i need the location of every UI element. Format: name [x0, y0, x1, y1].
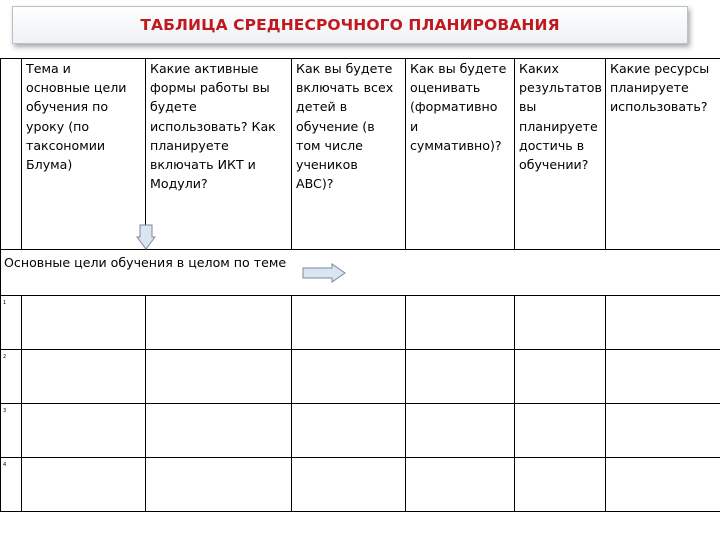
table-vline-header-0	[21, 58, 22, 249]
down-arrow-icon	[136, 224, 156, 250]
header-line: будете	[150, 99, 197, 115]
header-line: результатов	[519, 80, 602, 96]
header-cell-4	[410, 59, 506, 155]
right-arrow-icon	[302, 263, 346, 283]
row-number: 1	[3, 300, 7, 306]
goals-row-label: Основные цели обучения в целом по теме	[4, 255, 287, 270]
table-cell[interactable]	[406, 404, 514, 457]
header-line: Как вы будете	[410, 61, 507, 76]
table-cell[interactable]	[292, 350, 405, 403]
header-line: Модули?	[150, 176, 208, 192]
table-vline-header-2	[291, 58, 292, 249]
header-line: (формативно	[410, 99, 498, 115]
header-line: ABC)?	[296, 176, 334, 192]
header-line: Тема и	[26, 61, 71, 76]
header-line: включать ИКТ и	[150, 157, 256, 173]
header-cell-6	[610, 59, 709, 117]
table-cell[interactable]	[406, 296, 514, 349]
header-line: Какие активные	[150, 61, 259, 76]
header-cell-1	[26, 59, 126, 174]
table-cell[interactable]	[22, 296, 145, 349]
table-cell[interactable]	[22, 458, 145, 511]
table-cell[interactable]	[606, 296, 720, 349]
table-cell[interactable]	[515, 350, 605, 403]
header-line: Блума)	[26, 157, 73, 173]
table-cell[interactable]	[146, 350, 291, 403]
row-number: 3	[3, 408, 7, 414]
header-line: учеников	[296, 157, 358, 173]
table-vline-header-1	[145, 58, 146, 249]
table-cell[interactable]	[606, 404, 720, 457]
header-line: суммативно)?	[410, 137, 502, 153]
row-number: 4	[3, 462, 7, 468]
header-line: обучение (в	[296, 118, 375, 134]
header-line: включать всех	[296, 80, 394, 96]
header-line: таксономии	[26, 137, 106, 153]
header-line: оценивать	[410, 80, 481, 96]
table-cell[interactable]	[146, 404, 291, 457]
header-line: Как вы будете	[296, 61, 393, 76]
table-vline-header-3	[405, 58, 406, 249]
header-cell-2	[150, 59, 276, 193]
header-line: формы работы вы	[150, 80, 270, 96]
header-line: детей в	[296, 99, 348, 115]
header-line: Какие ресурсы	[610, 61, 710, 76]
title-banner	[12, 6, 688, 44]
table-cell[interactable]	[606, 350, 720, 403]
header-line: планируете	[519, 118, 598, 134]
table-cell[interactable]	[606, 458, 720, 511]
header-line: Каких	[519, 61, 559, 76]
header-line: вы	[519, 99, 537, 115]
table-hline-1	[0, 249, 720, 250]
table-cell[interactable]	[146, 458, 291, 511]
header-line: использовать? Как	[150, 118, 276, 134]
table-cell[interactable]	[515, 296, 605, 349]
table-cell[interactable]	[292, 458, 405, 511]
table-cell[interactable]	[406, 350, 514, 403]
table-cell[interactable]	[292, 296, 405, 349]
table-cell[interactable]	[406, 458, 514, 511]
table-vline-header-4	[514, 58, 515, 249]
header-line: основные цели	[26, 80, 127, 96]
header-cell-5	[519, 59, 602, 174]
table-cell[interactable]	[515, 458, 605, 511]
table-border-left	[0, 58, 1, 512]
header-line: достичь в	[519, 137, 585, 153]
table-cell[interactable]	[515, 404, 605, 457]
header-line: обучения по	[26, 99, 109, 115]
table-vline-header-5	[605, 58, 606, 249]
table-cell[interactable]	[292, 404, 405, 457]
header-line: планируете	[150, 137, 229, 153]
header-line: уроку (по	[26, 118, 90, 134]
table-hline-6	[0, 511, 720, 512]
header-line: планируете	[610, 80, 689, 96]
header-line: обучении?	[519, 157, 589, 173]
header-line: использовать?	[610, 99, 708, 115]
header-line: и	[410, 118, 419, 134]
header-line: том числе	[296, 137, 363, 153]
row-number: 2	[3, 354, 7, 360]
table-cell[interactable]	[22, 350, 145, 403]
page-title: ТАБЛИЦА СРЕДНЕСРОЧНОГО ПЛАНИРОВАНИЯ	[140, 16, 560, 34]
table-cell[interactable]	[22, 404, 145, 457]
table-cell[interactable]	[146, 296, 291, 349]
header-cell-3	[296, 59, 393, 193]
